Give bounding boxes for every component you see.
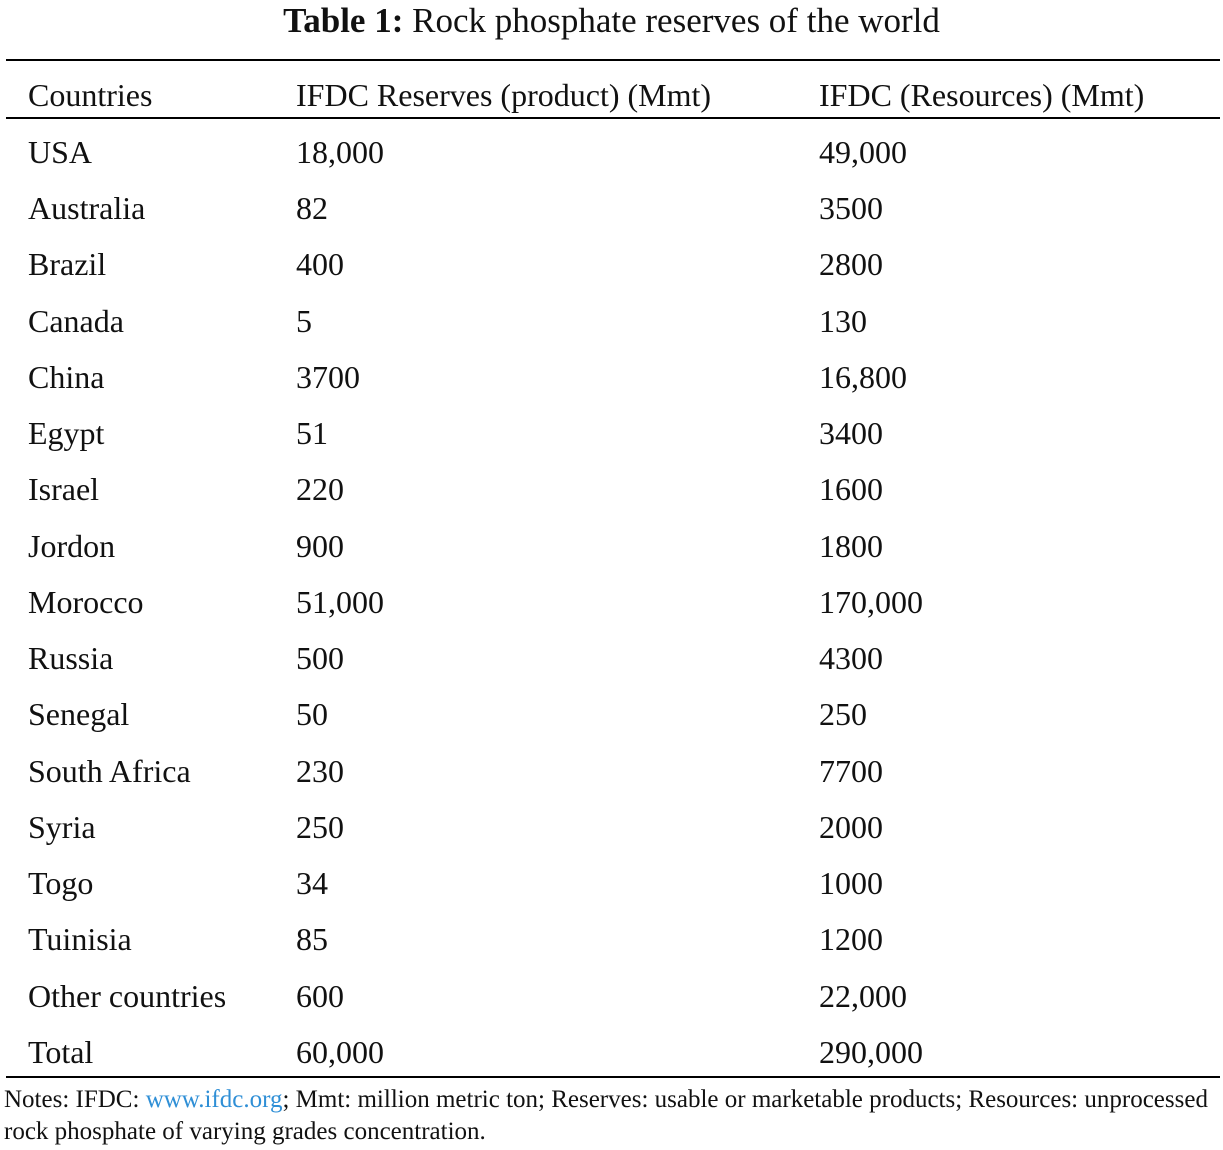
cell-country: Other countries xyxy=(28,978,227,1014)
table-row xyxy=(0,863,1223,903)
cell-reserves: 230 xyxy=(296,753,344,789)
cell-resources: 250 xyxy=(819,696,867,732)
table-row xyxy=(0,526,1223,566)
table-row xyxy=(0,582,1223,622)
table-row xyxy=(0,244,1223,284)
cell-country: Tuinisia xyxy=(28,921,132,957)
cell-country: Brazil xyxy=(28,246,107,282)
cell-reserves: 18,000 xyxy=(296,134,384,170)
cell-country: Egypt xyxy=(28,415,105,451)
cell-resources: 16,800 xyxy=(819,359,907,395)
ifdc-link[interactable]: www.ifdc.org xyxy=(145,1086,283,1113)
cell-resources: 2800 xyxy=(819,246,883,282)
cell-reserves: 60,000 xyxy=(296,1034,384,1070)
cell-reserves: 51,000 xyxy=(296,584,384,620)
cell-country: Morocco xyxy=(28,584,144,620)
table-row xyxy=(0,638,1223,678)
cell-country: Syria xyxy=(28,809,96,845)
cell-reserves: 3700 xyxy=(296,359,360,395)
table-top-rule xyxy=(6,59,1220,61)
cell-country: Jordon xyxy=(28,528,116,564)
cell-reserves: 34 xyxy=(296,865,328,901)
cell-resources: 290,000 xyxy=(819,1034,923,1070)
header-reserves: IFDC Reserves (product) (Mmt) xyxy=(296,77,712,113)
table-bottom-rule xyxy=(6,1076,1220,1078)
cell-resources: 3400 xyxy=(819,415,883,451)
table-row xyxy=(0,469,1223,509)
table-row xyxy=(0,751,1223,791)
table-row xyxy=(0,919,1223,959)
cell-resources: 7700 xyxy=(819,753,883,789)
table-caption-label: Table 1: xyxy=(283,1,404,40)
header-resources: IFDC (Resources) (Mmt) xyxy=(819,77,1145,113)
cell-resources: 1800 xyxy=(819,528,883,564)
cell-reserves: 250 xyxy=(296,809,344,845)
table-row xyxy=(0,807,1223,847)
cell-resources: 49,000 xyxy=(819,134,907,170)
cell-country: Total xyxy=(28,1034,94,1070)
cell-resources: 2000 xyxy=(819,809,883,845)
cell-resources: 1000 xyxy=(819,865,883,901)
cell-reserves: 900 xyxy=(296,528,344,564)
cell-reserves: 220 xyxy=(296,471,344,507)
table-caption-title: Rock phosphate reserves of the world xyxy=(412,1,940,40)
cell-country: USA xyxy=(28,134,93,170)
cell-country: Israel xyxy=(28,471,100,507)
cell-country: China xyxy=(28,359,105,395)
cell-country: Canada xyxy=(28,303,124,339)
table-row xyxy=(0,976,1223,1016)
table-row-total xyxy=(0,1032,1223,1072)
cell-resources: 1600 xyxy=(819,471,883,507)
table-header-row xyxy=(0,75,1223,115)
cell-resources: 130 xyxy=(819,303,867,339)
table-row xyxy=(0,357,1223,397)
cell-reserves: 51 xyxy=(296,415,328,451)
cell-resources: 3500 xyxy=(819,190,883,226)
cell-reserves: 500 xyxy=(296,640,344,676)
table-notes xyxy=(4,1084,1219,1148)
table-row xyxy=(0,132,1223,172)
notes-suffix: ; Mmt: million metric ton; Reserves: usable or marketable products; Resources: unprocessed rock phosphate of varying grades concentration. xyxy=(4,1086,1208,1145)
header-countries: Countries xyxy=(28,77,153,113)
table-row xyxy=(0,694,1223,734)
cell-resources: 22,000 xyxy=(819,978,907,1014)
cell-country: Australia xyxy=(28,190,146,226)
cell-country: Russia xyxy=(28,640,114,676)
table-row xyxy=(0,188,1223,228)
cell-reserves: 600 xyxy=(296,978,344,1014)
cell-reserves: 5 xyxy=(296,303,312,339)
cell-resources: 1200 xyxy=(819,921,883,957)
cell-country: Togo xyxy=(28,865,94,901)
cell-reserves: 400 xyxy=(296,246,344,282)
table-row xyxy=(0,301,1223,341)
notes-prefix: Notes: IFDC: xyxy=(4,1086,146,1113)
cell-resources: 4300 xyxy=(819,640,883,676)
table-header-rule xyxy=(6,117,1220,119)
cell-reserves: 85 xyxy=(296,921,328,957)
cell-country: South Africa xyxy=(28,753,191,789)
cell-country: Senegal xyxy=(28,696,130,732)
cell-reserves: 50 xyxy=(296,696,328,732)
table-caption xyxy=(0,0,1223,42)
table-row xyxy=(0,413,1223,453)
cell-resources: 170,000 xyxy=(819,584,923,620)
cell-reserves: 82 xyxy=(296,190,328,226)
